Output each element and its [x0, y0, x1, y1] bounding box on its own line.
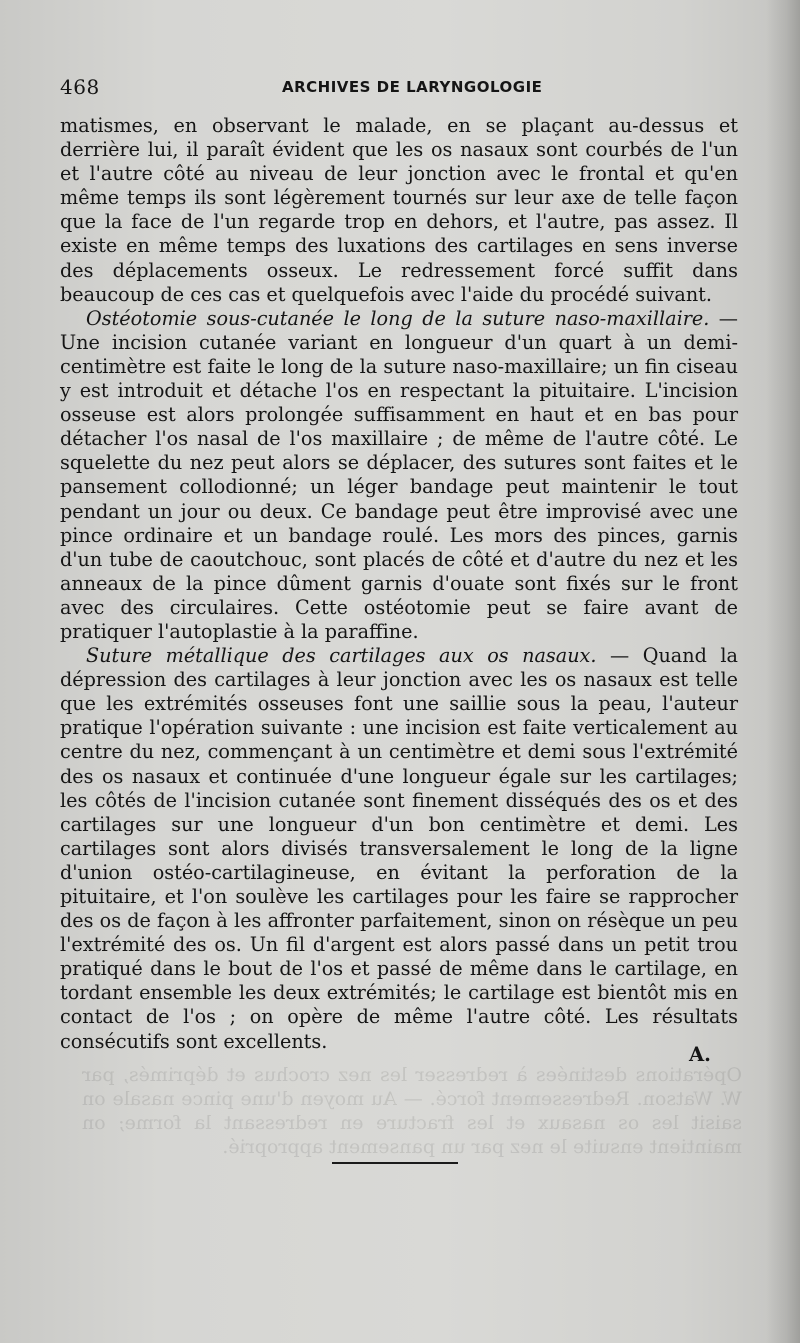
paragraph-osteotomy: [60, 307, 738, 644]
show-through-text: Opérations destinées à redresser les nez crochus et déprimés, par W. Watson. Redressement forcé. — Au moyen d'une pince nasale on saisit les os nasaux et les fracture en redressant la forme; on maintient ensuite le nez par un pansement approprié.: [82, 1064, 742, 1158]
paragraph-intro: [60, 114, 738, 307]
section-title-osteotomy: Ostéotomie sous-cutanée le long de la suture naso-maxillaire.: [86, 306, 710, 330]
section-title-metal-suture: Suture métallique des cartilages aux os nasaux.: [86, 644, 597, 668]
paragraph-intro-text: matismes, en observant le malade, en se plaçant au-dessus et derrière lui, il paraît évident que les os nasaux sont courbés de l'un et l'autre côté au niveau de leur jonction avec le frontal et qu'en même temps ils sont légèrement tournés sur leur axe de telle façon que la face de l'un regarde trop en dehors, et l'autre, pas assez. Il existe en même temps des luxations des cartilages en sens inverse des déplacements osseux. Le redressement forcé suffit dans beaucoup de ces cas et quelquefois avec l'aide du procédé suivant.: [60, 114, 738, 306]
page-number: 468: [60, 75, 100, 99]
article-body: [60, 114, 738, 1054]
journal-title: ARCHIVES DE LARYNGOLOGIE: [282, 78, 543, 96]
page-edge-shadow: [766, 0, 800, 1343]
section-divider: [332, 1162, 458, 1164]
author-signature: A.: [689, 1043, 711, 1066]
paragraph-metal-suture: [60, 644, 738, 1054]
paragraph-osteotomy-text: — Une incision cutanée variant en longueur d'un quart à un demi-centimètre est faite le long de la suture naso-maxillaire; un fin ciseau y est introduit et détache l'os en respectant la pituitaire. L'incision osseuse est alors prolongée suffisamment en haut et en bas pour détacher l'os nasal de l'os maxillaire ; de même de l'autre côté. Le squelette du nez peut alors se déplacer, des sutures sont faites et le pansement collodionné; un léger bandage peut maintenir le tout pendant un jour ou deux. Ce bandage peut être improvisé avec une pince ordinaire et un bandage roulé. Les mors des pinces, garnis d'un tube de caoutchouc, sont placés de côté et d'autre du nez et les anneaux de la pince dûment garnis d'ouate sont fixés sur le front avec des circulaires. Cette ostéotomie peut se faire avant de pratiquer l'autoplastie à la paraffine.: [60, 306, 738, 643]
running-head: [60, 76, 728, 98]
paragraph-metal-suture-text: — Quand la dépression des cartilages à leur jonction avec les os nasaux est telle que les extrémités osseuses font une saillie sous la peau, l'auteur pratique l'opération suivante : une incision est faite verticalement au centre du nez, commençant à un centimètre et demi sous l'extrémité des os nasaux et continuée d'une longueur égale sur les cartilages; les côtés de l'incision cutanée sont finement disséqués des os et des cartilages sur une longueur d'un bon centimètre et demi. Les cartilages sont alors divisés transversalement le long de la ligne d'union ostéo-cartilagineuse, en évitant la perforation de la pituitaire, et l'on soulève les cartilages pour les faire se rapprocher des os de façon à les affronter parfaitement, sinon on résèque un peu l'extrémité des os. Un fil d'argent est alors passé dans un petit trou pratiqué dans le bout de l'os et passé de même dans le cartilage, en tordant ensemble les deux extrémités; le cartilage est bientôt mis en contact de l'os ; on opère de même l'autre côté. Les résultats consécutifs sont excellents.: [60, 644, 738, 1053]
